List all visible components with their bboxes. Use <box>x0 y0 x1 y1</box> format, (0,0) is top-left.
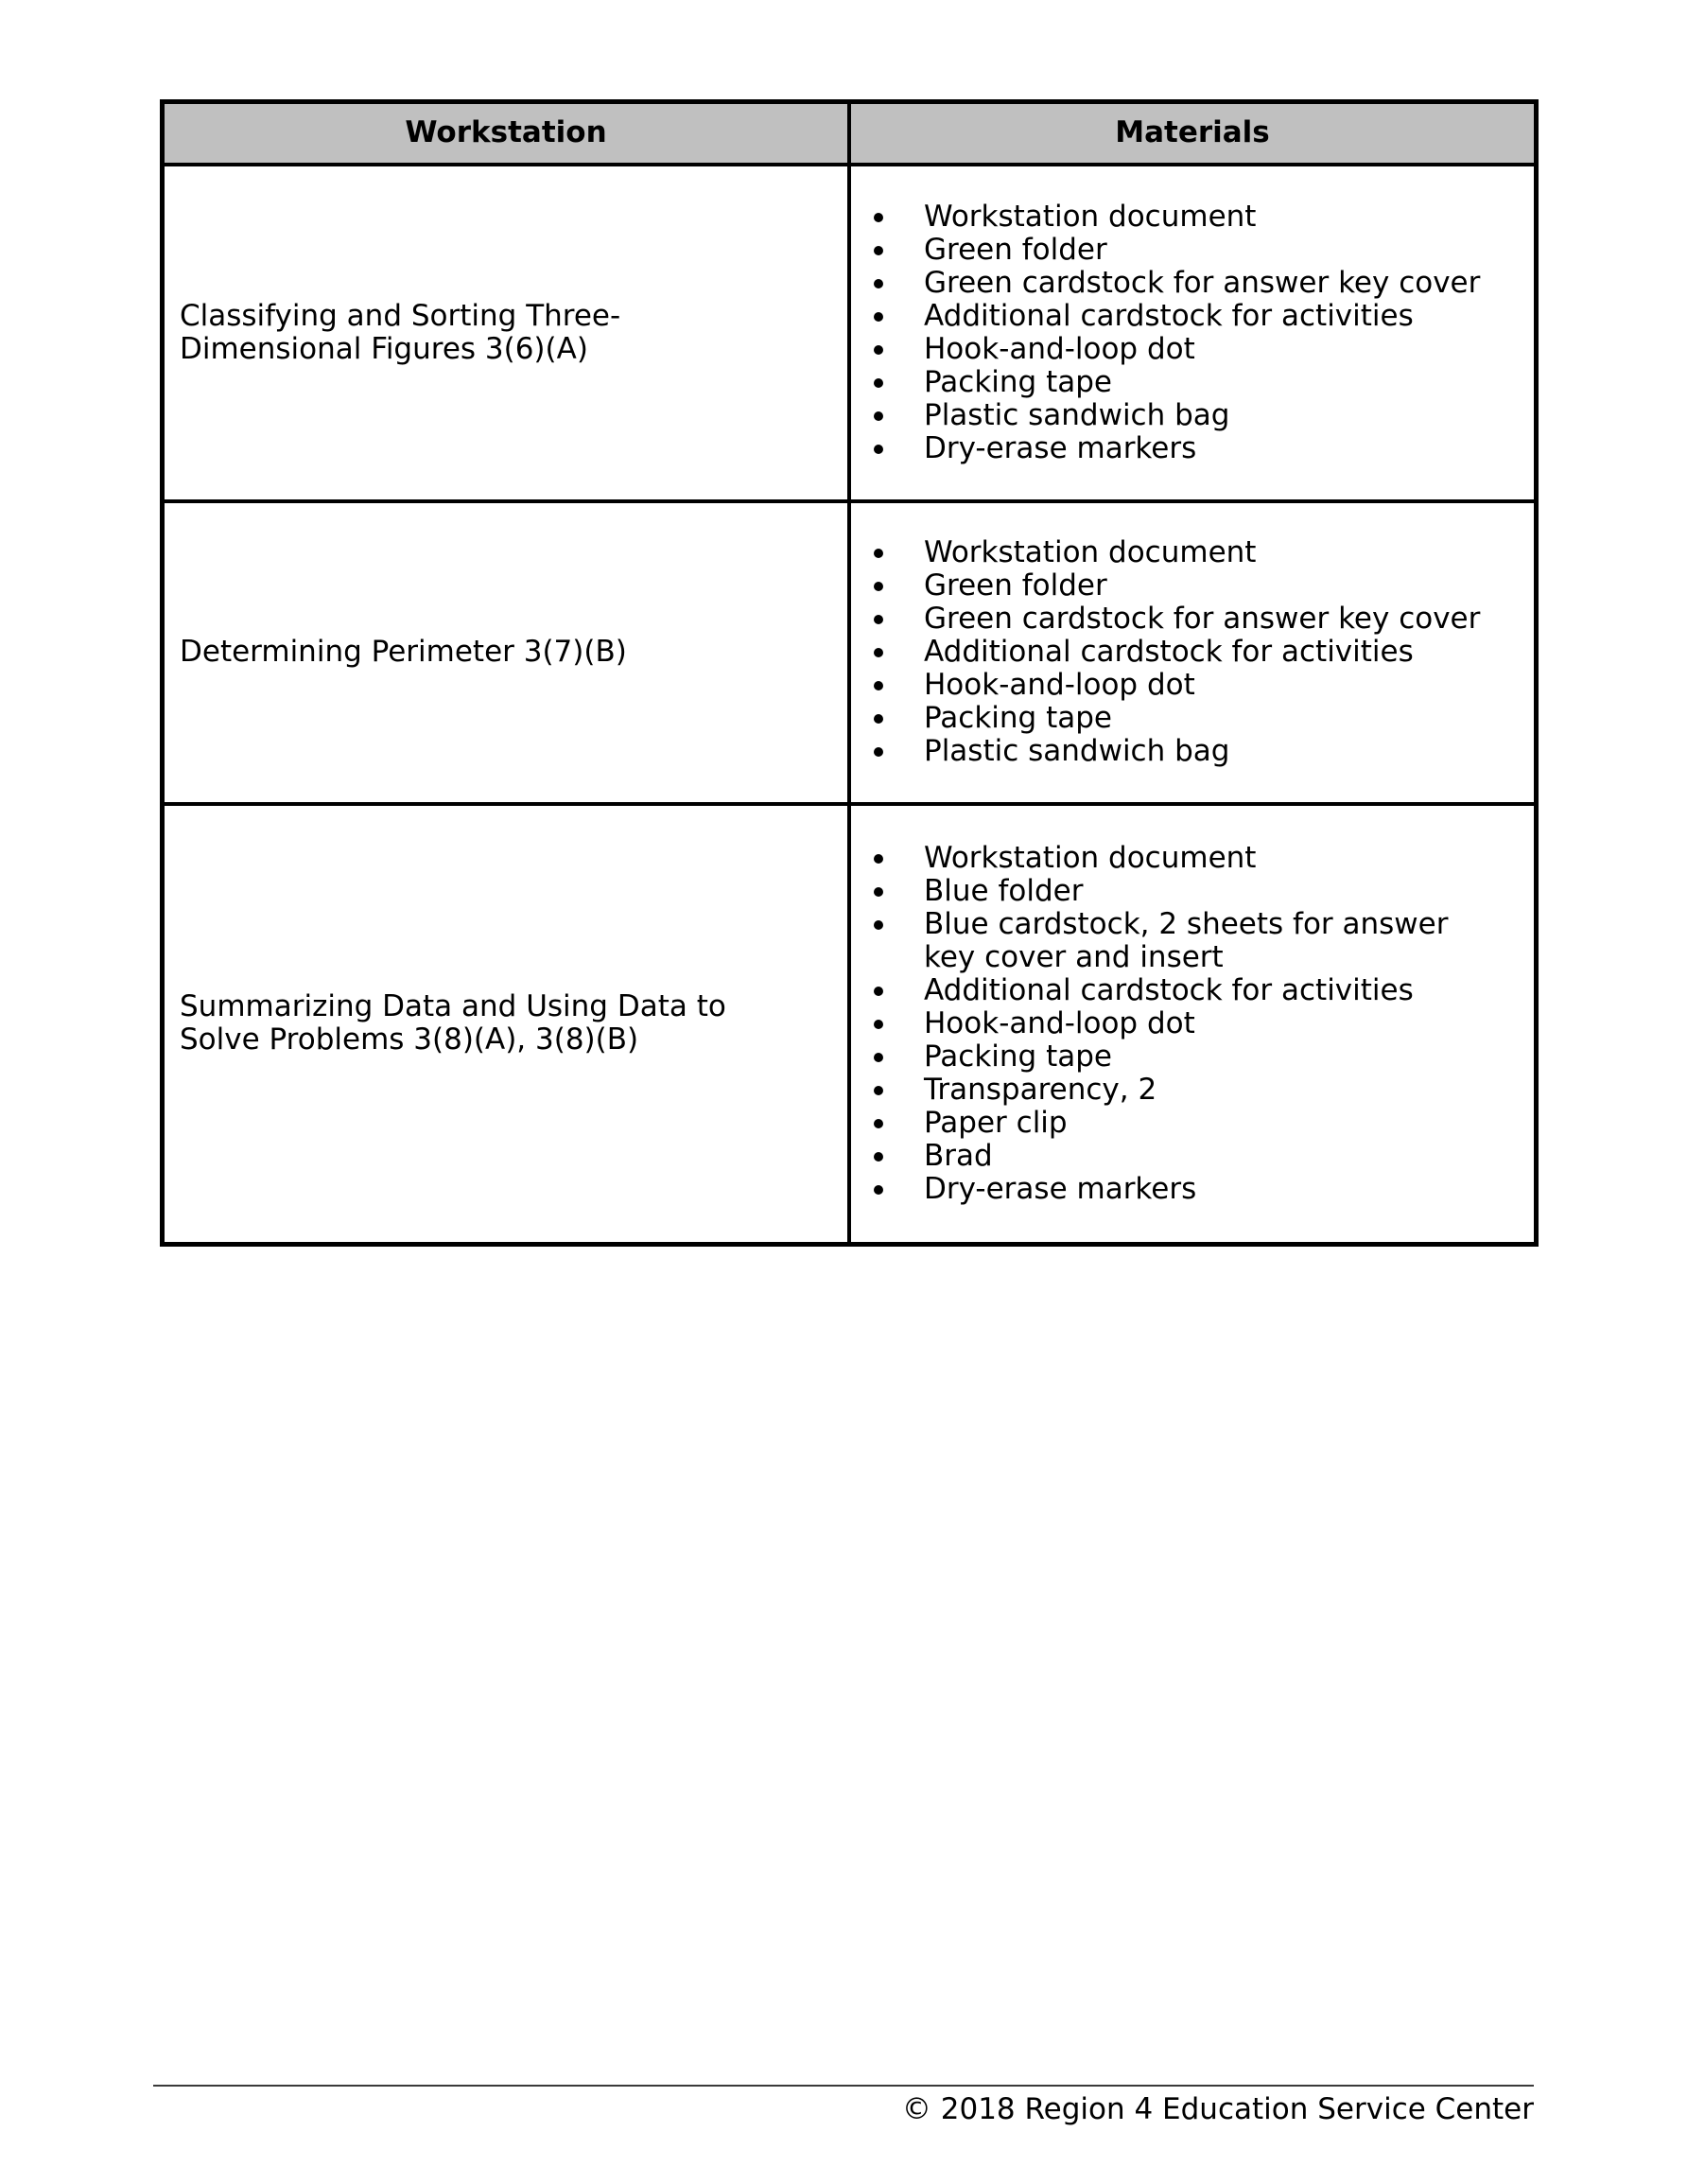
bullet-icon <box>874 615 883 624</box>
list-item <box>851 735 1483 768</box>
list-item <box>851 974 1483 1007</box>
footer-divider <box>153 2085 1534 2087</box>
list-item <box>851 432 1483 465</box>
material-text: Blue cardstock, 2 sheets for answer key cover and insert <box>924 906 1449 974</box>
bullet-icon <box>874 213 883 222</box>
bullet-icon <box>874 411 883 421</box>
list-item <box>851 569 1483 603</box>
list-item <box>851 908 1483 974</box>
table-row <box>163 501 1537 804</box>
material-text: Brad <box>924 1138 993 1173</box>
bullet-icon <box>874 246 883 255</box>
workstation-name: Summarizing Data and Using Data to Solve Problems 3(8)(A), 3(8)(B) <box>163 804 850 1245</box>
list-item <box>851 1074 1483 1107</box>
bullet-icon <box>874 345 883 355</box>
bullet-icon <box>874 1152 883 1162</box>
list-item <box>851 603 1483 636</box>
workstation-name: Classifying and Sorting Three-Dimensional Figures 3(6)(A) <box>163 165 850 501</box>
bullet-icon <box>874 854 883 864</box>
column-header-materials: Materials <box>849 102 1537 165</box>
material-text: Packing tape <box>924 364 1112 399</box>
list-item <box>851 201 1483 234</box>
list-item <box>851 399 1483 432</box>
material-text: Green cardstock for answer key cover <box>924 602 1481 636</box>
material-text: Packing tape <box>924 1039 1112 1074</box>
material-text: Hook-and-loop dot <box>924 1005 1195 1040</box>
list-item <box>851 1140 1483 1173</box>
bullet-icon <box>874 582 883 591</box>
list-item <box>851 536 1483 569</box>
list-item <box>851 300 1483 333</box>
material-text: Plastic sandwich bag <box>924 734 1230 768</box>
bullet-icon <box>874 1119 883 1128</box>
bullet-icon <box>874 1086 883 1095</box>
bullet-icon <box>874 549 883 558</box>
material-text: Green folder <box>924 568 1107 603</box>
material-text: Hook-and-loop dot <box>924 668 1195 702</box>
bullet-icon <box>874 1053 883 1062</box>
list-item <box>851 1007 1483 1040</box>
list-item <box>851 875 1483 908</box>
column-header-workstation: Workstation <box>163 102 850 165</box>
list-item <box>851 366 1483 399</box>
table-row <box>163 804 1537 1245</box>
materials-list <box>851 536 1534 768</box>
materials-cell <box>849 804 1537 1245</box>
footer-copyright: © 2018 Region 4 Education Service Center <box>901 2092 1534 2126</box>
bullet-icon <box>874 1185 883 1195</box>
list-item <box>851 1040 1483 1074</box>
material-text: Green folder <box>924 232 1107 267</box>
list-item <box>851 234 1483 267</box>
table-row <box>163 165 1537 501</box>
bullet-icon <box>874 987 883 996</box>
list-item <box>851 702 1483 735</box>
bullet-icon <box>874 1020 883 1029</box>
materials-cell <box>849 501 1537 804</box>
list-item <box>851 669 1483 702</box>
workstation-name: Determining Perimeter 3(7)(B) <box>163 501 850 804</box>
material-text: Additional cardstock for activities <box>924 298 1414 333</box>
materials-list <box>851 842 1534 1206</box>
material-text: Green cardstock for answer key cover <box>924 265 1481 300</box>
material-text: Transparency, 2 <box>924 1072 1157 1107</box>
material-text: Workstation document <box>924 840 1257 875</box>
material-text: Additional cardstock for activities <box>924 635 1414 669</box>
list-item <box>851 333 1483 366</box>
table-header-row <box>163 102 1537 165</box>
bullet-icon <box>874 312 883 322</box>
bullet-icon <box>874 714 883 724</box>
materials-cell <box>849 165 1537 501</box>
bullet-icon <box>874 887 883 897</box>
workstation-materials-table <box>160 99 1539 1247</box>
bullet-icon <box>874 279 883 288</box>
material-text: Hook-and-loop dot <box>924 331 1195 366</box>
material-text: Packing tape <box>924 701 1112 735</box>
material-text: Plastic sandwich bag <box>924 397 1230 432</box>
bullet-icon <box>874 648 883 657</box>
list-item <box>851 636 1483 669</box>
list-item <box>851 267 1483 300</box>
material-text: Workstation document <box>924 535 1257 569</box>
material-text: Additional cardstock for activities <box>924 972 1414 1007</box>
material-text: Workstation document <box>924 199 1257 234</box>
list-item <box>851 1107 1483 1140</box>
material-text: Dry-erase markers <box>924 430 1197 465</box>
bullet-icon <box>874 445 883 454</box>
bullet-icon <box>874 920 883 930</box>
bullet-icon <box>874 378 883 388</box>
material-text: Blue folder <box>924 873 1084 908</box>
material-text: Paper clip <box>924 1105 1068 1140</box>
bullet-icon <box>874 681 883 690</box>
materials-list <box>851 201 1534 465</box>
list-item <box>851 1173 1483 1206</box>
list-item <box>851 842 1483 875</box>
bullet-icon <box>874 747 883 757</box>
material-text: Dry-erase markers <box>924 1171 1197 1206</box>
